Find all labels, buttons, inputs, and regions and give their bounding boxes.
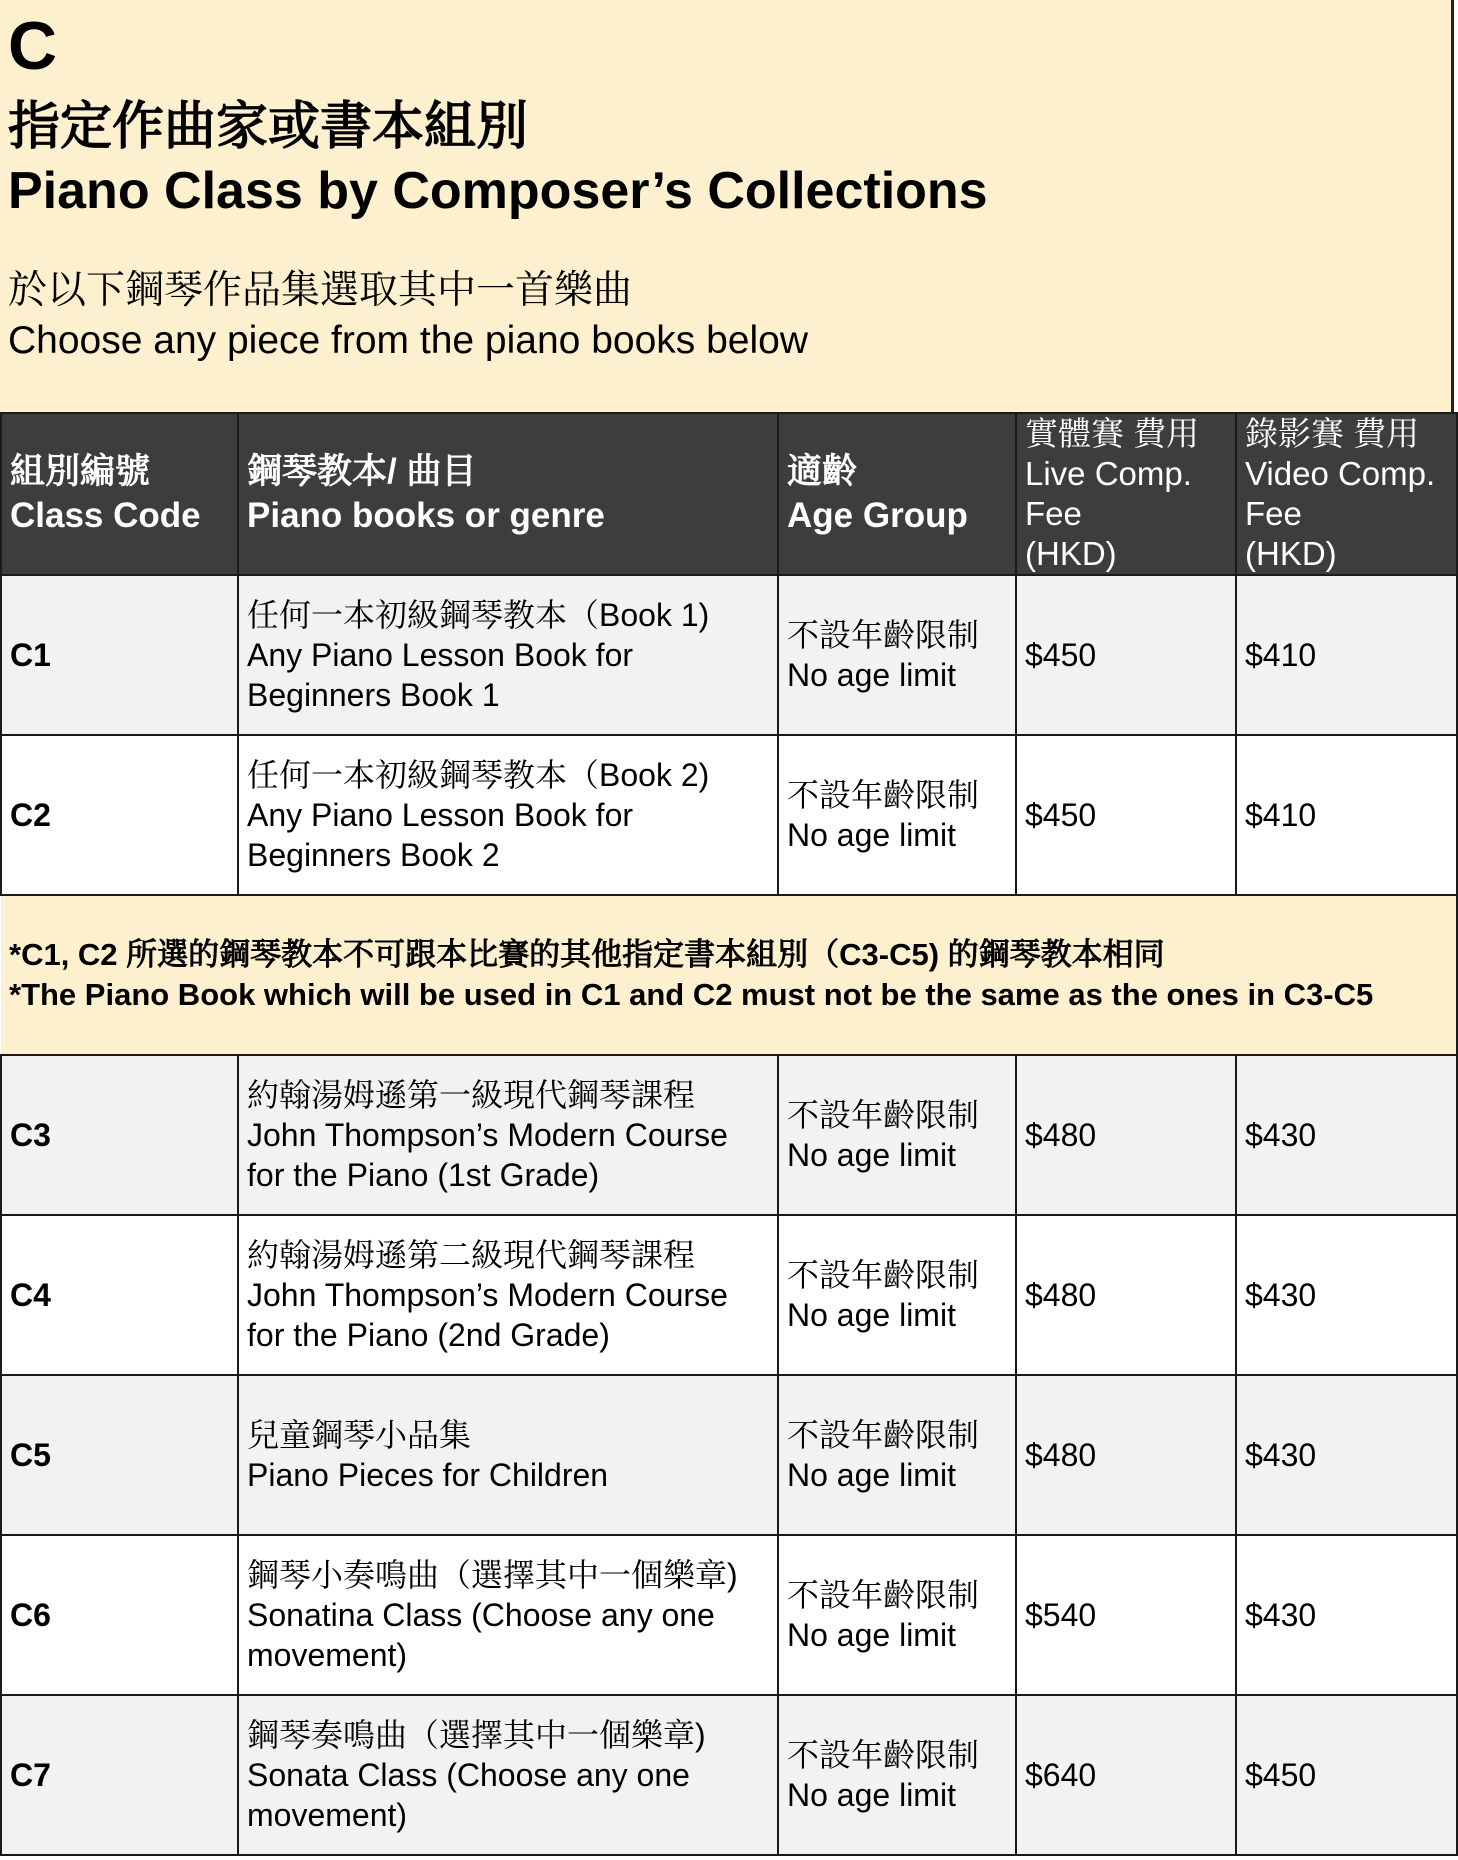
class-table (0, 412, 1458, 1856)
book-line: Sonatina Class (Choose any one (247, 1597, 715, 1633)
section-header (0, 0, 1454, 412)
video-fee: $430 (1236, 1055, 1457, 1215)
video-fee: $410 (1236, 735, 1457, 895)
book-line: 約翰湯姆遜第二級現代鋼琴課程 (247, 1237, 696, 1273)
video-fee: $430 (1236, 1535, 1457, 1695)
book-line: 兒童鋼琴小品集 (247, 1417, 472, 1453)
col-header-line: Live Comp. (1025, 455, 1192, 492)
col-header-class-code (1, 413, 238, 575)
table-row (1, 735, 1457, 895)
book-line: for the Piano (1st Grade) (247, 1157, 600, 1193)
col-header-label-zh: 組別編號 (10, 452, 151, 491)
book-line: John Thompson’s Modern Course (247, 1117, 728, 1153)
age-group (778, 1535, 1016, 1695)
table-row (1, 575, 1457, 735)
col-header-age-group (778, 413, 1016, 575)
book-line: Any Piano Lesson Book for (247, 637, 634, 673)
section-letter: C (8, 8, 58, 84)
age-zh: 不設年齡限制 (787, 1417, 980, 1453)
col-header-label-zh: 適齡 (787, 452, 858, 491)
class-code: C3 (1, 1055, 238, 1215)
piano-book (238, 735, 778, 895)
note-row (1, 895, 1457, 1055)
class-code: C5 (1, 1375, 238, 1535)
book-line: 鋼琴奏鳴曲（選擇其中一個樂章) (247, 1717, 706, 1753)
table-row (1, 1055, 1457, 1215)
class-code: C6 (1, 1535, 238, 1695)
col-header-line: 錄影賽 費用 (1245, 415, 1420, 452)
class-code: C2 (1, 735, 238, 895)
piano-book (238, 1055, 778, 1215)
col-header-line: (HKD) (1025, 535, 1117, 572)
age-zh: 不設年齡限制 (787, 1097, 980, 1133)
section-title-zh: 指定作曲家或書本組別 (8, 98, 529, 156)
age-group (778, 1215, 1016, 1375)
live-fee: $480 (1016, 1055, 1236, 1215)
col-header-line: Fee (1025, 495, 1082, 532)
book-line: movement) (247, 1797, 408, 1833)
book-line: Piano Pieces for Children (247, 1457, 609, 1493)
book-line: Any Piano Lesson Book for (247, 797, 634, 833)
age-zh: 不設年齡限制 (787, 1257, 980, 1293)
book-line: Sonata Class (Choose any one (247, 1757, 690, 1793)
age-en: No age limit (787, 817, 956, 853)
class-code: C7 (1, 1695, 238, 1855)
section-title-en: Piano Class by Composer’s Collections (8, 162, 988, 220)
piano-book (238, 1535, 778, 1695)
table-row (1, 1215, 1457, 1375)
live-fee: $640 (1016, 1695, 1236, 1855)
age-group (778, 1375, 1016, 1535)
age-zh: 不設年齡限制 (787, 777, 980, 813)
book-line: for the Piano (2nd Grade) (247, 1317, 610, 1353)
book-line: Beginners Book 1 (247, 677, 500, 713)
col-header-video-fee (1236, 413, 1457, 575)
age-en: No age limit (787, 1457, 956, 1493)
age-en: No age limit (787, 1297, 956, 1333)
live-fee: $480 (1016, 1375, 1236, 1535)
age-group (778, 735, 1016, 895)
class-code: C4 (1, 1215, 238, 1375)
book-line: 鋼琴小奏鳴曲（選擇其中一個樂章) (247, 1557, 738, 1593)
live-fee: $540 (1016, 1535, 1236, 1695)
video-fee: $450 (1236, 1695, 1457, 1855)
live-fee: $450 (1016, 575, 1236, 735)
piano-book (238, 575, 778, 735)
age-zh: 不設年齡限制 (787, 1737, 980, 1773)
table-header-row (1, 413, 1457, 575)
table-row (1, 1695, 1457, 1855)
col-header-label-en: Age Group (787, 496, 968, 535)
col-header-line: Video Comp. (1245, 455, 1436, 492)
col-header-live-fee (1016, 413, 1236, 575)
age-zh: 不設年齡限制 (787, 617, 980, 653)
video-fee: $410 (1236, 575, 1457, 735)
age-en: No age limit (787, 1137, 956, 1173)
class-code: C1 (1, 575, 238, 735)
book-line: 任何一本初級鋼琴教本（Book 2) (247, 757, 710, 793)
live-fee: $450 (1016, 735, 1236, 895)
video-fee: $430 (1236, 1375, 1457, 1535)
note-zh: *C1, C2 所選的鋼琴教本不可跟本比賽的其他指定書本組別（C3-C5) 的鋼琴教本相同 (9, 937, 1165, 972)
age-group (778, 1055, 1016, 1215)
book-line: 約翰湯姆遜第一級現代鋼琴課程 (247, 1077, 696, 1113)
live-fee: $480 (1016, 1215, 1236, 1375)
age-en: No age limit (787, 1617, 956, 1653)
table-row (1, 1375, 1457, 1535)
col-header-label-en: Class Code (10, 496, 201, 535)
col-header-label-zh: 鋼琴教本/ 曲目 (247, 452, 477, 491)
col-header-piano-books (238, 413, 778, 575)
age-group (778, 1695, 1016, 1855)
book-line: 任何一本初級鋼琴教本（Book 1) (247, 597, 710, 633)
note-en: *The Piano Book which will be used in C1 and C2 must not be the same as the ones in C3-C5 (9, 977, 1374, 1012)
piano-book (238, 1215, 778, 1375)
instruction-zh: 於以下鋼琴作品集選取其中一首樂曲 (8, 269, 633, 312)
note-cell (1, 895, 1457, 1055)
col-header-label-en: Piano books or genre (247, 496, 605, 535)
table-row (1, 1535, 1457, 1695)
piano-book (238, 1375, 778, 1535)
book-line: Beginners Book 2 (247, 837, 500, 873)
col-header-line: 實體賽 費用 (1025, 415, 1200, 452)
col-header-line: Fee (1245, 495, 1302, 532)
video-fee: $430 (1236, 1215, 1457, 1375)
instruction-en: Choose any piece from the piano books below (8, 319, 808, 362)
age-en: No age limit (787, 1777, 956, 1813)
book-line: movement) (247, 1637, 408, 1673)
piano-book (238, 1695, 778, 1855)
book-line: John Thompson’s Modern Course (247, 1277, 728, 1313)
age-en: No age limit (787, 657, 956, 693)
age-zh: 不設年齡限制 (787, 1577, 980, 1613)
col-header-line: (HKD) (1245, 535, 1337, 572)
age-group (778, 575, 1016, 735)
